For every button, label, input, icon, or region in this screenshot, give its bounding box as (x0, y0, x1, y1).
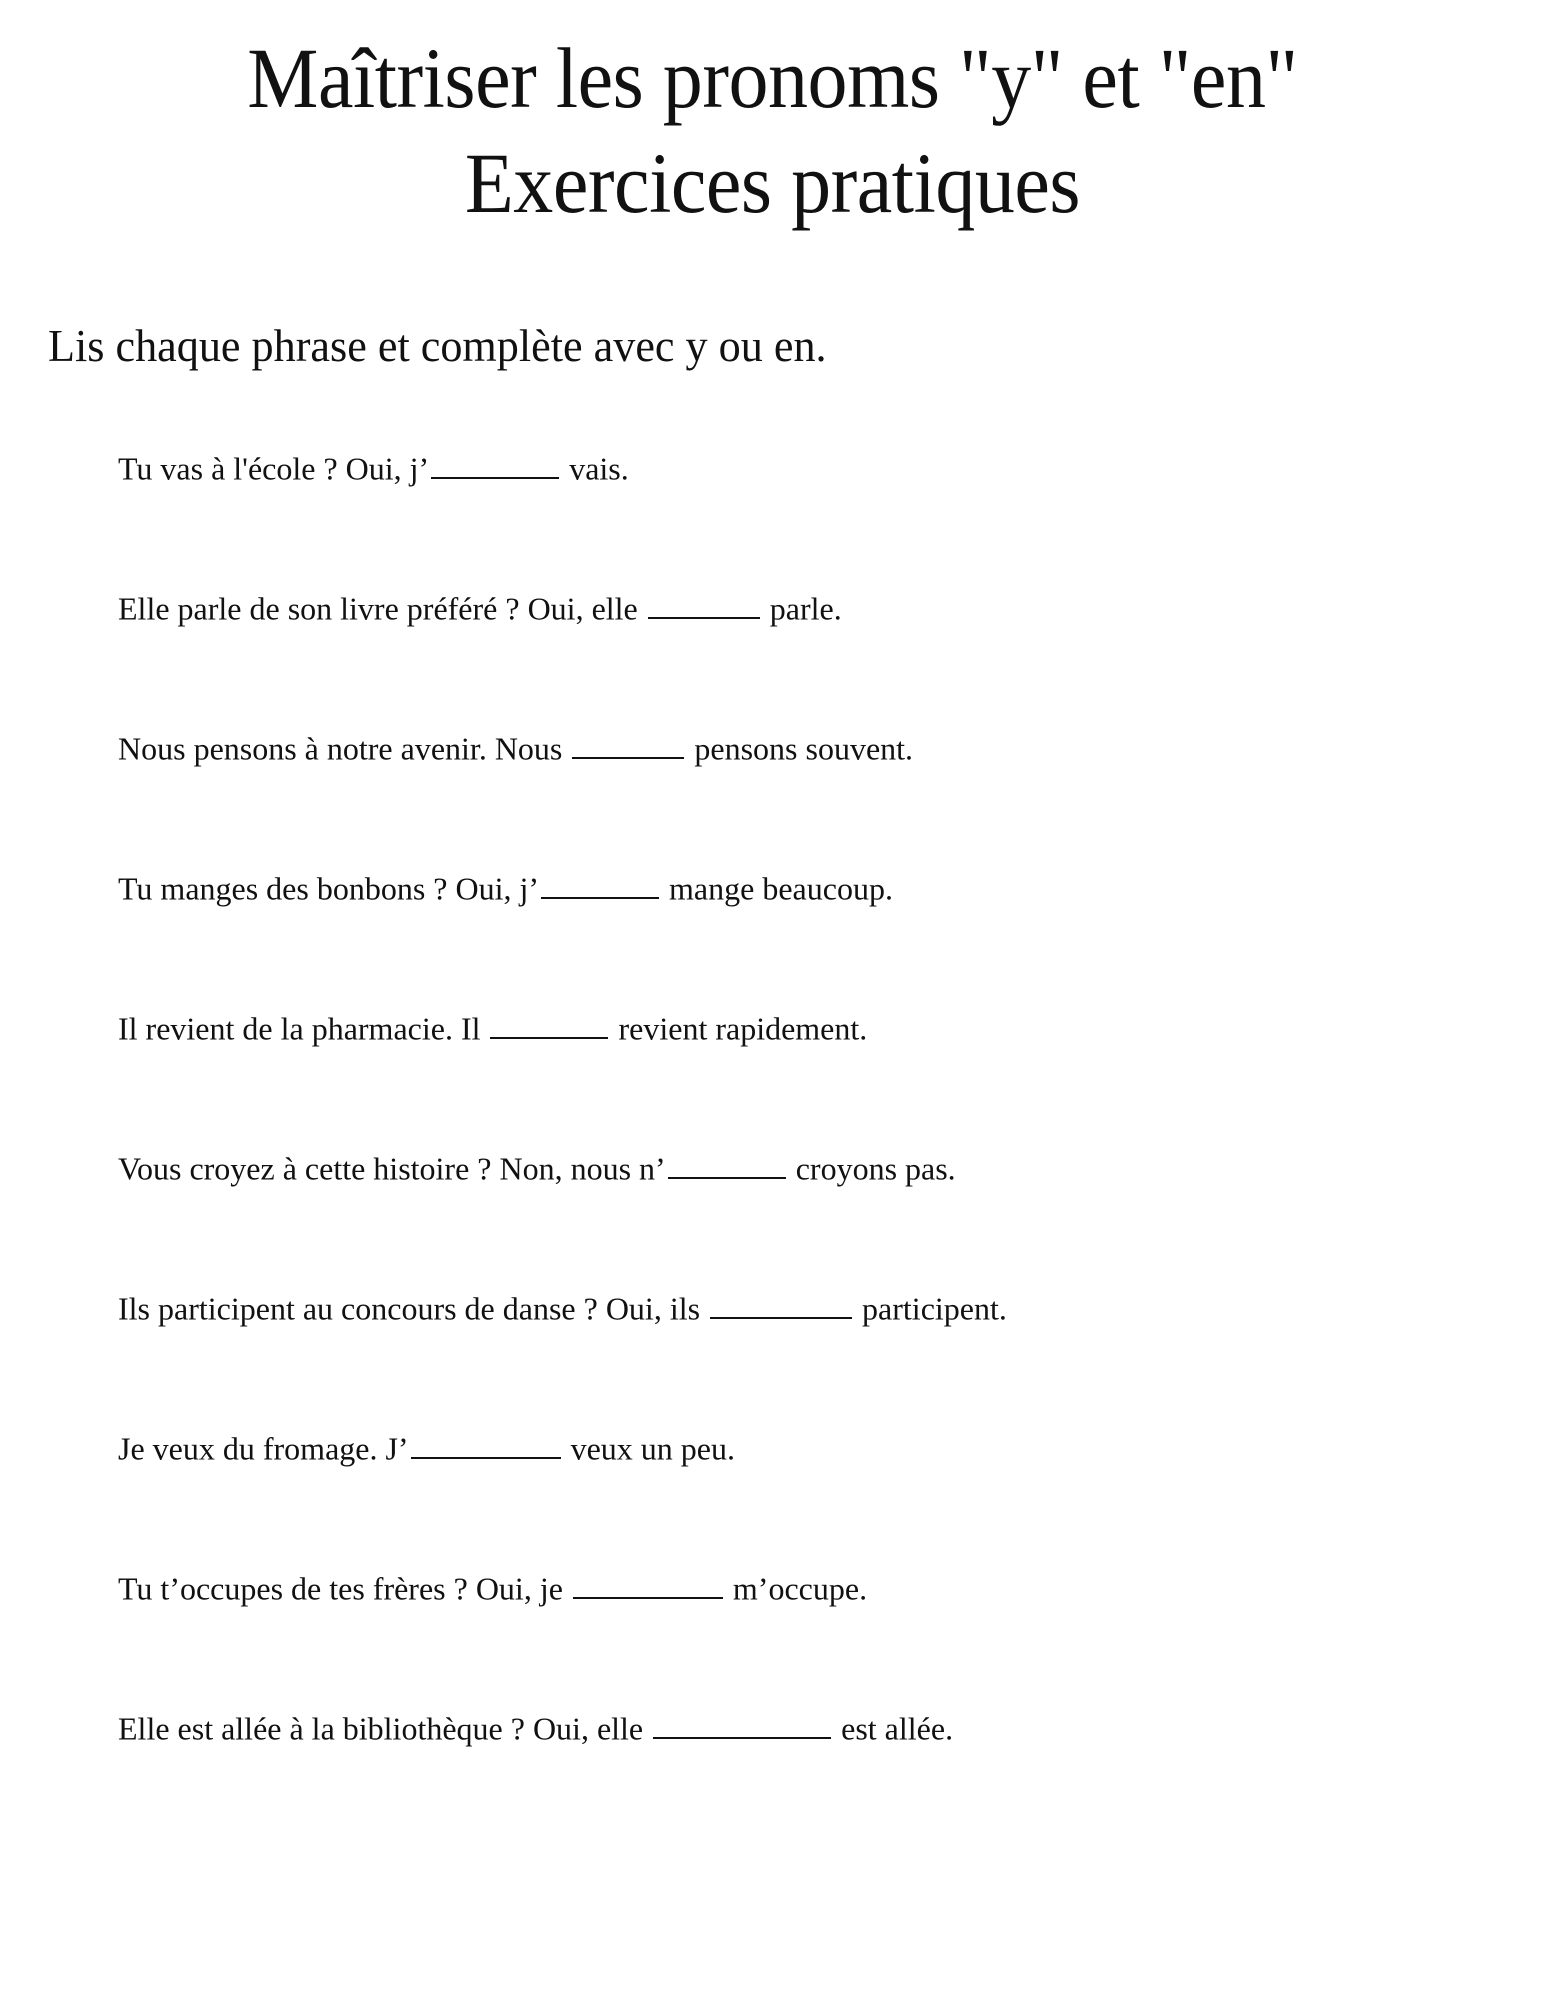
exercise-item (118, 1567, 1505, 1707)
exercise-sentence (118, 1007, 867, 1048)
sentence-prefix: Elle parle de son livre préféré ? Oui, elle (118, 590, 646, 627)
title-line-1: Maîtriser les pronoms "y" et "en" (247, 30, 1298, 126)
exercise-item (118, 587, 1505, 727)
sentence-suffix: croyons pas. (787, 1150, 956, 1187)
answer-blank[interactable] (653, 1707, 831, 1739)
exercise-sentence (118, 1147, 956, 1188)
answer-blank[interactable] (490, 1007, 608, 1039)
answer-blank[interactable] (411, 1427, 561, 1459)
instruction-text: Lis chaque phrase et complète avec y ou en. (48, 319, 827, 371)
sentence-prefix: Vous croyez à cette histoire ? Non, nous n’ (118, 1150, 666, 1187)
exercise-item (118, 867, 1505, 1007)
sentence-suffix: parle. (761, 590, 842, 627)
exercise-item (118, 1287, 1505, 1427)
sentence-suffix: revient rapidement. (610, 1010, 868, 1047)
sentence-suffix: veux un peu. (562, 1430, 735, 1467)
exercise-sentence (118, 1427, 735, 1468)
sentence-suffix: m’occupe. (724, 1570, 868, 1607)
sentence-prefix: Elle est allée à la bibliothèque ? Oui, elle (118, 1710, 652, 1747)
sentence-prefix: Je veux du fromage. J’ (118, 1430, 409, 1467)
title-line-2: Exercices pratiques (464, 134, 1081, 231)
exercise-sentence (118, 447, 629, 488)
page-title (0, 0, 1545, 236)
exercise-item (118, 1147, 1505, 1287)
answer-blank[interactable] (573, 1567, 723, 1599)
sentence-suffix: vais. (561, 450, 629, 487)
sentence-suffix: mange beaucoup. (661, 870, 893, 907)
exercise-sentence (118, 1567, 867, 1608)
exercise-item (118, 447, 1505, 587)
exercise-list (118, 447, 1505, 1847)
sentence-suffix: est allée. (833, 1710, 954, 1747)
exercise-item (118, 1427, 1505, 1567)
exercise-sentence (118, 1287, 1007, 1328)
sentence-suffix: pensons souvent. (686, 730, 914, 767)
answer-blank[interactable] (572, 727, 684, 759)
exercise-sentence (118, 727, 913, 768)
exercise-sentence (118, 867, 893, 908)
exercise-sentence (118, 1707, 953, 1748)
exercise-item (118, 727, 1505, 867)
sentence-prefix: Tu t’occupes de tes frères ? Oui, je (118, 1570, 571, 1607)
sentence-prefix: Tu vas à l'école ? Oui, j’ (118, 450, 430, 487)
answer-blank[interactable] (541, 867, 659, 899)
sentence-prefix: Nous pensons à notre avenir. Nous (118, 730, 571, 767)
sentence-prefix: Ils participent au concours de danse ? Oui, ils (118, 1290, 709, 1327)
sentence-prefix: Tu manges des bonbons ? Oui, j’ (118, 870, 540, 907)
answer-blank[interactable] (648, 587, 760, 619)
answer-blank[interactable] (668, 1147, 786, 1179)
answer-blank[interactable] (710, 1287, 852, 1319)
exercise-item (118, 1007, 1505, 1147)
sentence-suffix: participent. (854, 1290, 1007, 1327)
sentence-prefix: Il revient de la pharmacie. Il (118, 1010, 489, 1047)
exercise-sentence (118, 587, 842, 628)
exercise-item (118, 1707, 1505, 1847)
answer-blank[interactable] (431, 447, 559, 479)
